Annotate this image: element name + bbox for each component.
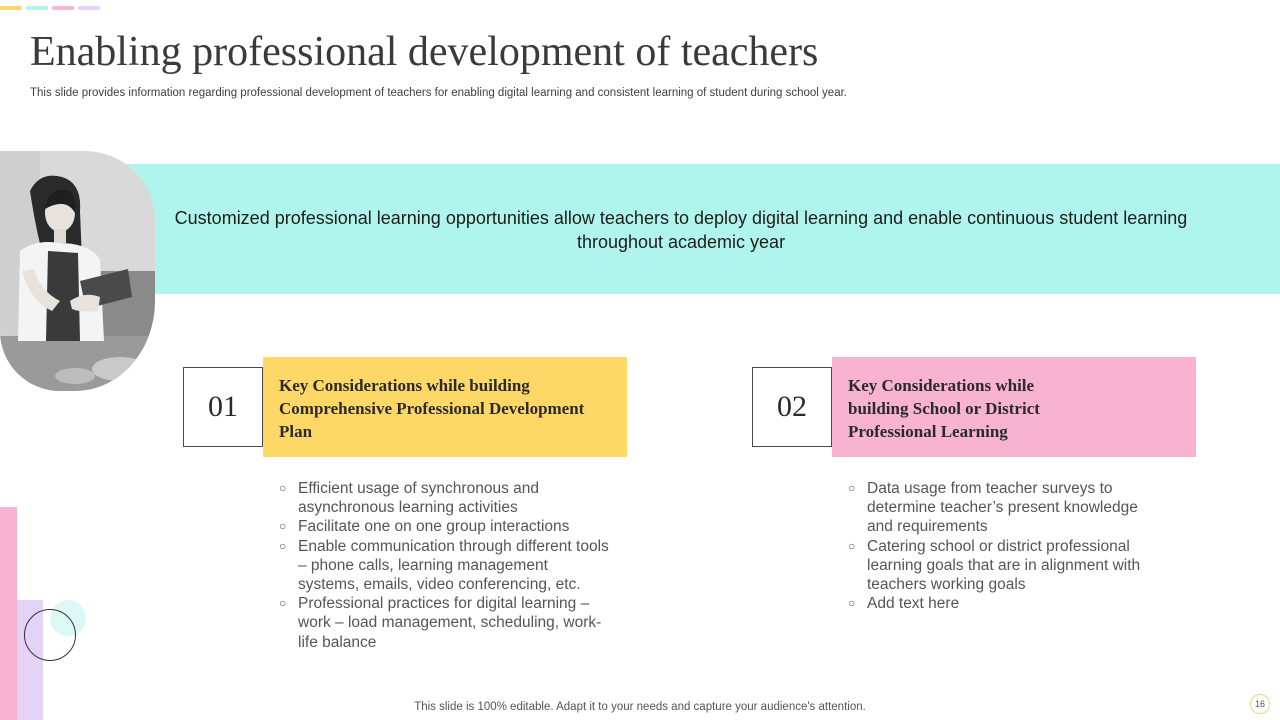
section-number-02: 02 xyxy=(752,367,832,447)
list-item: ○ Facilitate one on one group interactions xyxy=(279,517,609,536)
top-color-stripes xyxy=(0,6,100,10)
decor-pink-bar xyxy=(0,507,17,720)
section-number-01: 01 xyxy=(183,367,263,447)
stripe-yellow xyxy=(0,6,22,10)
list-item: ○ Data usage from teacher surveys to determine teacher’s present knowledge and requirements xyxy=(848,479,1158,537)
section-bullets-01 xyxy=(279,479,609,652)
footer-note: This slide is 100% editable. Adapt it to your needs and capture your audience's attention. xyxy=(414,701,866,713)
teacher-with-tablet-photo-icon xyxy=(0,151,155,391)
decor-outline-circle xyxy=(24,609,76,661)
teacher-photo xyxy=(0,151,155,391)
stripe-lavender xyxy=(78,6,100,10)
list-item: ○ Add text here xyxy=(848,594,1158,613)
stripe-teal xyxy=(26,6,48,10)
list-item: ○ Enable communication through different tools – phone calls, learning management systems, emails, video conferencing, etc. xyxy=(279,537,609,595)
list-item: ○ Catering school or district professional learning goals that are in alignment with teachers working goals xyxy=(848,537,1158,595)
slide-title: Enabling professional development of teachers xyxy=(30,29,819,75)
section-bullets-02 xyxy=(848,479,1158,613)
page-number: 16 xyxy=(1250,694,1270,714)
section-heading-01: Key Considerations while building Comprehensive Professional Development Plan xyxy=(263,357,627,457)
section-heading-02: Key Considerations while building School or District Professional Learning xyxy=(832,357,1196,457)
banner-text: Customized professional learning opportunities allow teachers to deploy digital learning and enable continuous student learning throughout academic year xyxy=(174,208,1188,252)
stripe-pink xyxy=(52,6,74,10)
list-item: ○ Professional practices for digital learning – work – load management, scheduling, work-life balance xyxy=(279,594,609,652)
list-item: ○ Efficient usage of synchronous and asynchronous learning activities xyxy=(279,479,609,517)
slide-subtitle: This slide provides information regarding professional development of teachers for enabling digital learning and consistent learning of student during school year. xyxy=(30,87,847,99)
